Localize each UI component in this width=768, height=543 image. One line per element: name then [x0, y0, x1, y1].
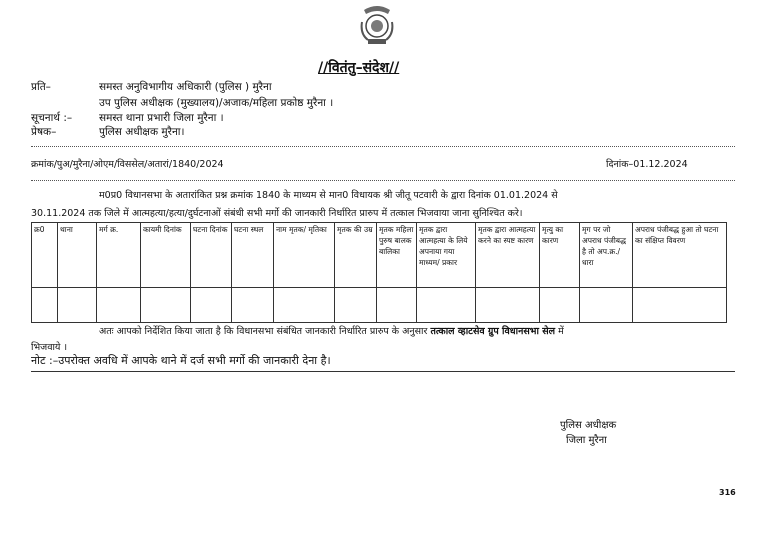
- header-cell: घटना दिनांक: [191, 223, 232, 288]
- header-cell: मृतक द्वारा आत्महत्या करने का स्पष्ट कारण: [476, 223, 540, 288]
- reference-number: क्रमांक/पुअ/मुरैना/ओएम/विससेल/अतारां/1840/2024: [31, 159, 224, 170]
- header-cell: मृतक महिला पुरुष बालक बालिका: [377, 223, 417, 288]
- to-line-2: उप पुलिस अधीक्षक (मुख्यालय)/अजाक/महिला प्रकोष्ठ मुरैना ।: [99, 97, 334, 109]
- body-line-1: म0प्र0 विधानसभा के अतारांकित प्रश्न क्रमांक 1840 के माध्यम से मान0 विधायक श्री जीतू पटवारी के द्वारा दिनांक 01.01.2024 से: [99, 190, 558, 201]
- table-cell: [97, 288, 141, 323]
- signature-district: जिला मुरैना: [566, 435, 607, 446]
- page-number: 316: [719, 488, 736, 497]
- header-cell: थाना: [58, 223, 97, 288]
- header-cell: अपराध पंजीबद्ध हुआ तो घटना का संक्षिप्त विवरण: [633, 223, 727, 288]
- table-header-row: [32, 223, 727, 288]
- death-records-format-table: [31, 222, 727, 323]
- from-label: प्रेषक–: [31, 126, 57, 138]
- closing-highlight: तत्काल व्हाटसेव ग्रुप विधानसभा सेल: [430, 326, 556, 337]
- to-label: प्रति–: [31, 81, 51, 93]
- table-cell: [335, 288, 377, 323]
- table-row: [32, 288, 727, 323]
- table-cell: [633, 288, 727, 323]
- header-cell: मृत्यु का कारण: [540, 223, 580, 288]
- closing-line-2: भिजवाये ।: [31, 342, 68, 353]
- header-cell: क्र0: [32, 223, 58, 288]
- info-label: सूचनार्थ :–: [31, 112, 73, 124]
- to-line-1: समस्त अनुविभागीय अधिकारी (पुलिस ) मुरैना: [99, 81, 272, 93]
- header-cell: घटना स्थल: [232, 223, 274, 288]
- header-cell: नाम मृतक/ मृतिका: [274, 223, 335, 288]
- divider-bottom: [31, 180, 735, 181]
- body-line-2: 30.11.2024 तक जिले में आत्महत्या/हत्या/दुर्घटनाओं संबंधी सभी मर्गो की जानकारी निर्धारित प्रारुप में तत्काल भिजवाया जाना सुनिश्चित करे।: [31, 208, 523, 219]
- signature-title: पुलिस अधीक्षक: [560, 420, 617, 431]
- note-line: नोट :–उपरोक्त अवधि में आपके थाने में दर्ज सभी मर्गो की जानकारी देना है।: [31, 354, 331, 367]
- table-cell: [377, 288, 417, 323]
- table-cell: [58, 288, 97, 323]
- table-cell: [540, 288, 580, 323]
- table-cell: [232, 288, 274, 323]
- document-heading: //वितंतु–संदेश//: [318, 60, 400, 76]
- table-cell: [476, 288, 540, 323]
- closing-text: अतः आपको निर्देशित किया जाता है कि विधानसभा संबंधित जानकारी निर्धारित प्रारुप के अनुसार: [99, 326, 428, 337]
- from-text: पुलिस अधीक्षक मुरैना।: [99, 126, 185, 138]
- letter-date: दिनांक–01.12.2024: [606, 159, 688, 170]
- table-cell: [274, 288, 335, 323]
- header-cell: मर्ग क्र.: [97, 223, 141, 288]
- header-cell: मृतक द्वारा आत्महत्या के लिये अपनाया गया माध्यम/ प्रकार: [417, 223, 476, 288]
- note-underline: [31, 371, 735, 372]
- closing-text-end: में: [558, 326, 564, 337]
- table-cell: [580, 288, 633, 323]
- table-cell: [417, 288, 476, 323]
- closing-line-1: [99, 324, 564, 337]
- table-cell: [191, 288, 232, 323]
- header-cell: मृग पर जो अपराध पंजीबद्ध है तो अप.क्र./ धारा: [580, 223, 633, 288]
- info-text: समस्त थाना प्रभारी जिला मुरैना ।: [99, 112, 224, 124]
- header-cell: कायमी दिनांक: [141, 223, 191, 288]
- divider-top: [31, 146, 735, 147]
- police-emblem-logo: [358, 4, 396, 46]
- header-cell: मृतक की उम्र: [335, 223, 377, 288]
- table-cell: [32, 288, 58, 323]
- table-cell: [141, 288, 191, 323]
